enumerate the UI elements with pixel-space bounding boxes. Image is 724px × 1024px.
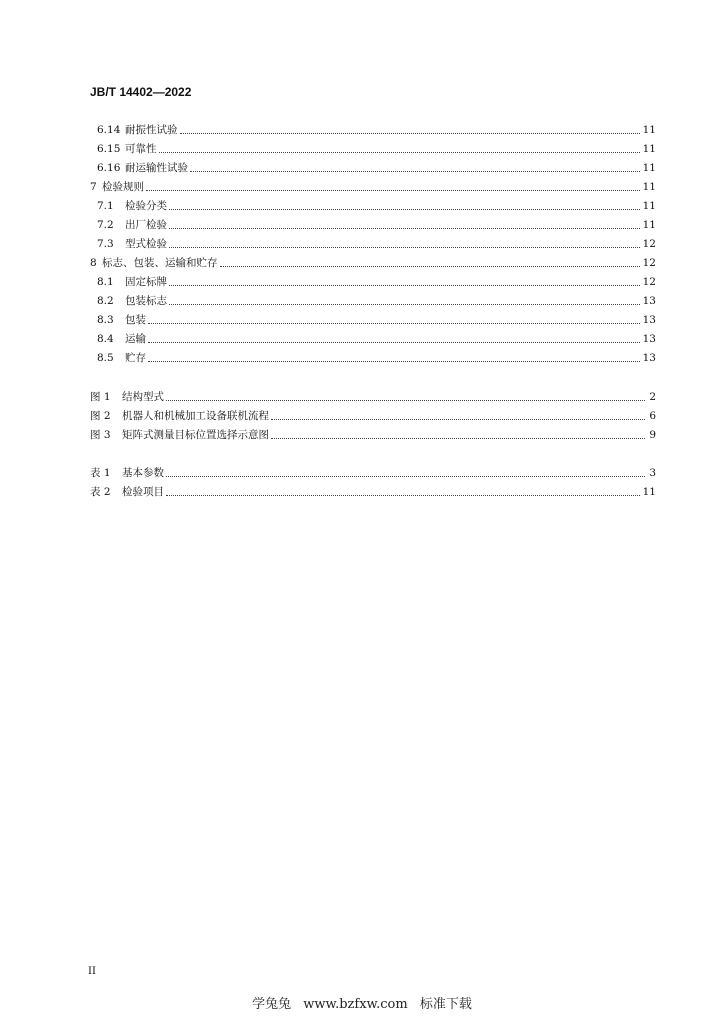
toc-entry-number: 8.2 <box>97 295 114 307</box>
dot-leader <box>271 418 645 420</box>
watermark <box>0 993 724 1012</box>
toc-entry-title: 型式检验 <box>125 238 167 250</box>
toc-entry-number: 8.4 <box>97 333 114 345</box>
toc-entry-number: 8.5 <box>97 352 114 364</box>
toc-table-page: 11 <box>642 486 656 498</box>
dot-leader <box>220 265 640 267</box>
toc-entry-title: 检验规则 <box>102 181 144 193</box>
toc-entry-title: 运输 <box>125 333 146 345</box>
toc-table-title: 检验项目 <box>122 486 164 498</box>
dot-leader <box>166 475 645 477</box>
toc-entry-number: 8 <box>90 257 97 269</box>
toc-entry-number: 8.1 <box>97 276 114 288</box>
toc-entry-number: 7.1 <box>97 200 114 212</box>
toc-entry-title: 标志、包装、运输和贮存 <box>102 257 218 269</box>
toc-entry-page: 12 <box>642 276 656 288</box>
toc-figure-page: 6 <box>649 410 656 422</box>
toc-entry-page: 13 <box>642 333 656 345</box>
toc-table-title: 基本参数 <box>122 467 164 479</box>
toc-entry-number: 7 <box>90 181 97 193</box>
dot-leader <box>148 341 640 343</box>
watermark-site-name: 学兔兔 <box>252 997 292 1012</box>
toc-entry-page: 11 <box>642 162 656 174</box>
toc-figure-entry[interactable] <box>90 388 656 404</box>
toc-figure-entry[interactable] <box>90 426 656 442</box>
toc-entry-title: 耐振性试验 <box>125 124 178 136</box>
toc-entry-page: 11 <box>642 200 656 212</box>
toc-entry-page: 11 <box>642 181 656 193</box>
toc-entry-page: 11 <box>642 124 656 136</box>
dot-leader <box>169 303 640 305</box>
dot-leader <box>159 151 640 153</box>
dot-leader <box>169 227 640 229</box>
page-number: II <box>88 966 96 977</box>
dot-leader <box>190 170 640 172</box>
toc-entry-number: 6.14 <box>97 124 121 136</box>
toc-entry[interactable] <box>97 121 656 137</box>
toc-entry[interactable] <box>97 197 656 213</box>
toc-figure-page: 9 <box>649 429 656 441</box>
toc-entry-number: 7.2 <box>97 219 114 231</box>
toc-figure-title: 矩阵式测量目标位置选择示意图 <box>122 429 269 441</box>
dot-leader <box>166 399 645 401</box>
watermark-url[interactable]: www.bzfxw.com <box>303 997 408 1012</box>
toc-figure-title: 机器人和机械加工设备联机流程 <box>122 410 269 422</box>
toc-table-entry[interactable] <box>90 483 656 499</box>
dot-leader <box>271 437 645 439</box>
toc-table-page: 3 <box>649 467 656 479</box>
dot-leader <box>169 246 640 248</box>
toc-table-number: 表 1 <box>90 467 111 479</box>
watermark-tagline: 标准下载 <box>419 997 472 1012</box>
toc-figure-entry[interactable] <box>90 407 656 423</box>
toc-entry[interactable] <box>97 292 656 308</box>
toc-entry-page: 13 <box>642 314 656 326</box>
toc-entry-number: 7.3 <box>97 238 114 250</box>
toc-entry-page: 12 <box>642 238 656 250</box>
toc-entry-page: 11 <box>642 219 656 231</box>
toc-figure-page: 2 <box>649 391 656 403</box>
toc-entry[interactable] <box>97 311 656 327</box>
toc-entry[interactable] <box>90 254 656 270</box>
toc-entry-page: 12 <box>642 257 656 269</box>
toc-entry[interactable] <box>97 349 656 365</box>
toc-entry-page: 13 <box>642 295 656 307</box>
toc-entry-title: 固定标牌 <box>125 276 167 288</box>
toc-entry-title: 可靠性 <box>125 143 157 155</box>
toc-entry-page: 11 <box>642 143 656 155</box>
dot-leader <box>148 322 640 324</box>
dot-leader <box>166 494 640 496</box>
toc-figure-number: 图 1 <box>90 391 111 403</box>
toc-entry-number: 6.15 <box>97 143 121 155</box>
toc-entry[interactable] <box>97 273 656 289</box>
toc-entry-title: 包装标志 <box>125 295 167 307</box>
toc-entry[interactable] <box>97 159 656 175</box>
dot-leader <box>169 208 640 210</box>
dot-leader <box>146 189 640 191</box>
standard-number-header: JB/T 14402—2022 <box>90 85 192 99</box>
toc-figure-number: 图 3 <box>90 429 111 441</box>
toc-figure-title: 结构型式 <box>122 391 164 403</box>
dot-leader <box>180 132 640 134</box>
toc-entry-title: 出厂检验 <box>125 219 167 231</box>
toc-figure-number: 图 2 <box>90 410 111 422</box>
toc-entry-title: 检验分类 <box>125 200 167 212</box>
toc-entry-number: 8.3 <box>97 314 114 326</box>
toc-entry[interactable] <box>97 235 656 251</box>
toc-entry-number: 6.16 <box>97 162 121 174</box>
toc-table-entry[interactable] <box>90 464 656 480</box>
toc-entry-title: 耐运输性试验 <box>125 162 188 174</box>
toc-entry-title: 包装 <box>125 314 146 326</box>
dot-leader <box>148 360 640 362</box>
toc-table-number: 表 2 <box>90 486 111 498</box>
dot-leader <box>169 284 640 286</box>
toc-entry-page: 13 <box>642 352 656 364</box>
toc-entry-title: 贮存 <box>125 352 146 364</box>
toc-entry[interactable] <box>90 178 656 194</box>
toc-entry[interactable] <box>97 140 656 156</box>
toc-entry[interactable] <box>97 216 656 232</box>
toc-entry[interactable] <box>97 330 656 346</box>
